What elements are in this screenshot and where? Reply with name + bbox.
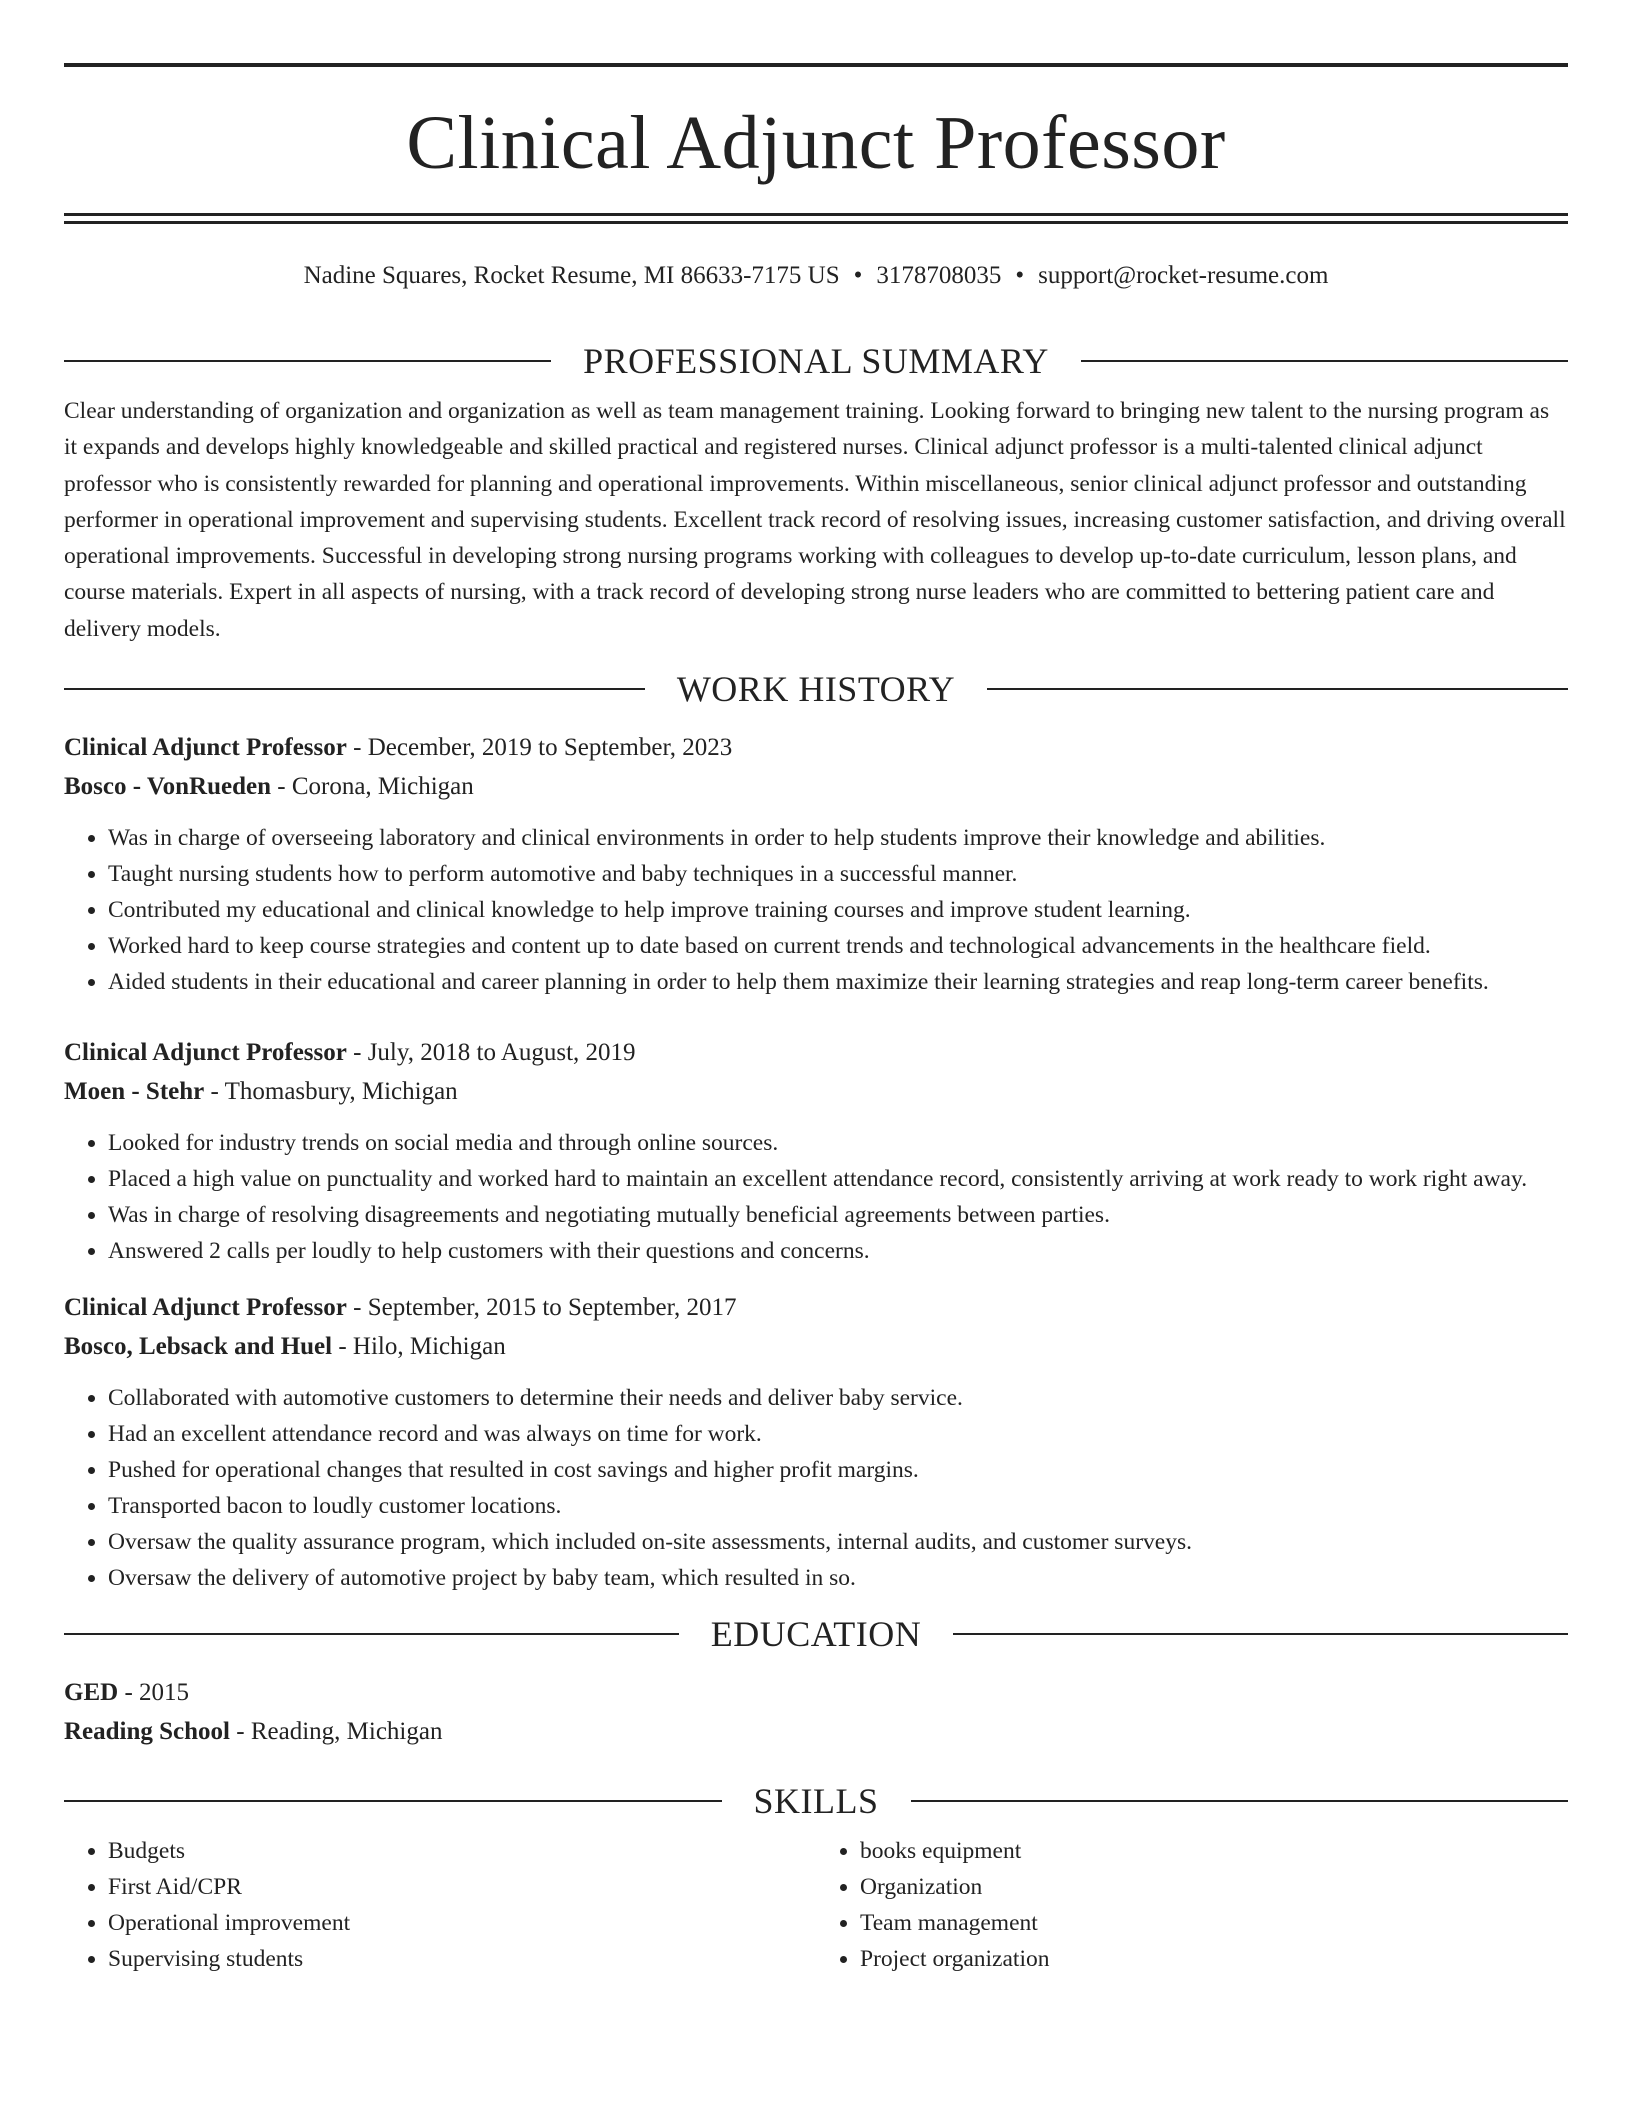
skill-item: • Supervising students [108, 1941, 816, 1977]
summary-text: Clear understanding of organization and organization as well as team management training. Looking forward to bringing new talent to the nursing program as it expands and develops highly knowledgeable and skilled practical and registered nurses. Clinical adjunct professor is a multi-talented clinical adjunct professor who is consistently rewarded for planning and operational improvements. Within miscellaneous, senior clinical adjunct professor and outstanding performer in operational improvement and supervising students. Excellent track record of resolving issues, increasing customer satisfaction, and driving overall operational improvements. Successful in developing strong nursing programs working with colleagues to develop up-to-date curriculum, lesson plans, and course materials. Expert in all aspects of nursing, with a track record of developing strong nurse leaders who are committed to bettering patient care and delivery models. [64, 398, 1566, 642]
list-item: • Transported bacon to loudly customer locations. [108, 1488, 1568, 1524]
education-section-heading [64, 1614, 1568, 1654]
job-dates: - September, 2015 to September, 2017 [353, 1294, 737, 1322]
contact-address: Nadine Squares, Rocket Resume, MI 86633-7175 US [303, 262, 840, 289]
contact-separator: • [1015, 262, 1025, 289]
list-item: • Placed a high value on punctuality and worked hard to maintain an excellent attendance record, consistently arriving at work ready to work right away. [108, 1161, 1568, 1197]
skill-item: • books equipment [860, 1833, 1568, 1869]
job-company-line [64, 768, 1568, 807]
skills-section-heading [64, 1781, 1568, 1821]
list-item: • Looked for industry trends on social media and through online sources. [108, 1125, 1568, 1161]
list-item: • Pushed for operational changes that resulted in cost savings and higher profit margins. [108, 1452, 1568, 1488]
list-item: • Was in charge of resolving disagreements and negotiating mutually beneficial agreements between parties. [108, 1197, 1568, 1233]
education-heading-label: EDUCATION [710, 1614, 922, 1655]
list-item: • Oversaw the delivery of automotive project by baby team, which resulted in so. [108, 1560, 1568, 1596]
skills-grid [64, 1833, 1568, 1977]
skill-item: • First Aid/CPR [108, 1869, 816, 1905]
job-company-line [64, 1328, 1568, 1367]
heading-rule-left [64, 1800, 722, 1802]
list-item: • Was in charge of overseeing laboratory and clinical environments in order to help students improve their knowledge and abilities. [108, 820, 1568, 856]
contact-email: support@rocket-resume.com [1038, 262, 1329, 289]
education-location: - Reading, Michigan [236, 1717, 443, 1745]
work-heading-label: WORK HISTORY [676, 669, 956, 710]
resume-page [64, 0, 1568, 1977]
job-bullet-list [64, 1125, 1568, 1269]
job-company: Bosco - VonRueden [64, 772, 271, 800]
job-company: Bosco, Lebsack and Huel [64, 1332, 333, 1360]
skill-item: • Team management [860, 1905, 1568, 1941]
heading-rule-left [64, 688, 645, 690]
job-entry [64, 1034, 1568, 1269]
list-item: • Aided students in their educational and career planning in order to help them maximize their learning strategies and reap long-term career benefits. [108, 964, 1568, 1000]
job-location: - Hilo, Michigan [338, 1332, 506, 1360]
job-title: Clinical Adjunct Professor [64, 1294, 347, 1322]
contact-separator: • [853, 262, 863, 289]
page-title: Clinical Adjunct Professor [406, 101, 1226, 185]
skill-item: • Project organization [860, 1941, 1568, 1977]
summary-section-heading [64, 341, 1568, 381]
job-bullet-list [64, 820, 1568, 1000]
job-bullet-list [64, 1380, 1568, 1596]
heading-rule-right [953, 1633, 1568, 1635]
education-degree: GED [64, 1679, 119, 1707]
job-entry [64, 729, 1568, 1000]
heading-rule-right [911, 1800, 1569, 1802]
list-item: • Oversaw the quality assurance program, which included on-site assessments, internal audits, and customer surveys. [108, 1524, 1568, 1560]
education-school-line [64, 1713, 1568, 1752]
skill-item: • Organization [860, 1869, 1568, 1905]
list-item: • Collaborated with automotive customers to determine their needs and deliver baby service. [108, 1380, 1568, 1416]
skills-heading-label: SKILLS [753, 1781, 879, 1822]
list-item: • Answered 2 calls per loudly to help customers with their questions and concerns. [108, 1233, 1568, 1269]
job-location: - Corona, Michigan [277, 772, 474, 800]
contact-line [64, 261, 1568, 291]
education-degree-line [64, 1674, 1568, 1713]
list-item: • Taught nursing students how to perform automotive and baby techniques in a successful manner. [108, 856, 1568, 892]
job-title-line [64, 729, 1568, 768]
job-dates: - July, 2018 to August, 2019 [353, 1039, 636, 1067]
skills-list-left [64, 1833, 816, 1977]
skill-item: • Budgets [108, 1833, 816, 1869]
skills-list-right [816, 1833, 1568, 1977]
job-location: - Thomasbury, Michigan [210, 1077, 458, 1105]
job-dates: - December, 2019 to September, 2023 [353, 734, 733, 762]
work-section-heading [64, 669, 1568, 709]
heading-rule-right [1081, 360, 1568, 362]
job-entry [64, 1289, 1568, 1596]
education-year: - 2015 [124, 1679, 190, 1707]
list-item: • Worked hard to keep course strategies and content up to date based on current trends and technological advancements in the healthcare field. [108, 928, 1568, 964]
job-company: Moen - Stehr [64, 1077, 205, 1105]
list-item: • Contributed my educational and clinical knowledge to help improve training courses and improve student learning. [108, 892, 1568, 928]
heading-rule-left [64, 360, 551, 362]
job-company-line [64, 1073, 1568, 1112]
job-title: Clinical Adjunct Professor [64, 1039, 347, 1067]
education-school: Reading School [64, 1717, 231, 1745]
skill-item: • Operational improvement [108, 1905, 816, 1941]
heading-rule-right [987, 688, 1568, 690]
job-title-line [64, 1034, 1568, 1073]
summary-heading-label: PROFESSIONAL SUMMARY [583, 341, 1049, 381]
list-item: • Had an excellent attendance record and was always on time for work. [108, 1416, 1568, 1452]
heading-rule-left [64, 1633, 679, 1635]
job-title-line [64, 1289, 1568, 1328]
title-double-rule [64, 213, 1568, 224]
top-rule [64, 63, 1568, 67]
education-entry [64, 1674, 1568, 1751]
job-title: Clinical Adjunct Professor [64, 734, 347, 762]
contact-phone: 3178708035 [876, 262, 1002, 289]
